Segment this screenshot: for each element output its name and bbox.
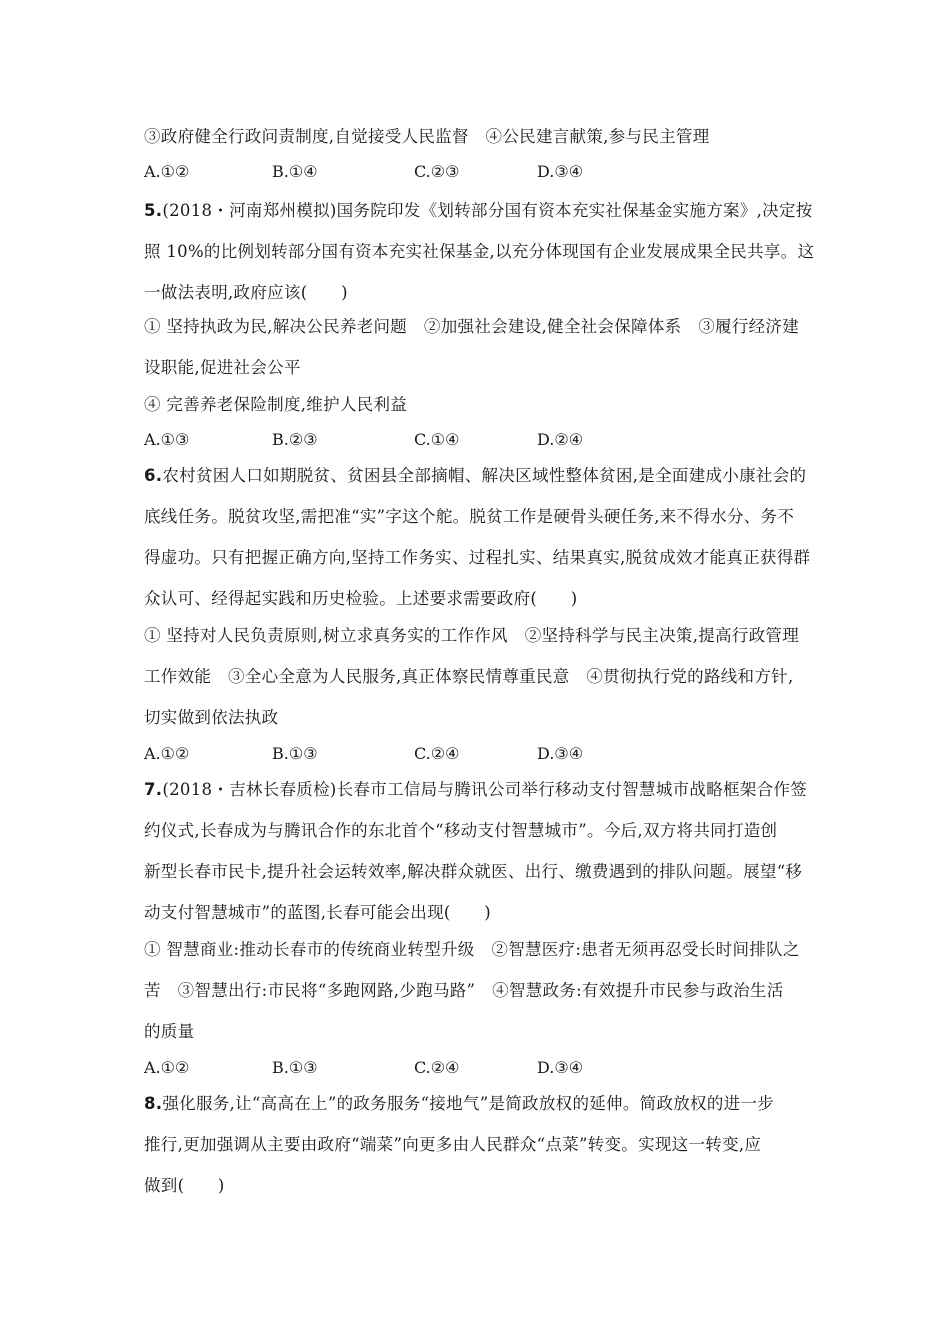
text-line: 工作效能 ③全心全意为人民服务,真正体察民情尊重民意 ④贯彻执行党的路线和方针, [144,667,794,686]
option-c: C.①④ [414,430,460,449]
option-d: D.③④ [537,744,584,763]
option-a: A.①② [144,162,190,181]
text-line: ① 智慧商业:推动长春市的传统商业转型升级 ②智慧医疗:患者无须再忍受长时间排队之 [144,940,800,959]
question-number: 6. [144,466,163,485]
answer-options [144,428,814,452]
text-line: 约仪式,长春成为与腾讯合作的东北首个“移动支付智慧城市”。今后,双方将共同打造创 [144,821,778,840]
answer-options [144,160,814,184]
text-line: (2018・河南郑州模拟)国务院印发《划转部分国有资本充实社保基金实施方案》,决定按 [162,201,813,220]
text-line: 切实做到依法执政 [144,708,279,727]
question-line [144,199,814,223]
text-line: 底线任务。脱贫攻坚,需把准“实”字这个舵。脱贫工作是硬骨头硬任务,来不得水分、务不 [144,507,795,526]
option-d: D.③④ [537,1058,584,1077]
text-line: 新型长春市民卡,提升社会运转效率,解决群众就医、出行、缴费遇到的排队问题。展望“移 [144,862,803,881]
text-line: 众认可、经得起实践和历史检验。上述要求需要政府( ) [144,589,578,608]
option-d: D.③④ [537,162,584,181]
text-line: 推行,更加强调从主要由政府“端菜”向更多由人民群众“点菜”转变。实现这一转变,应 [144,1135,762,1154]
option-b: B.②③ [272,430,318,449]
text-line: 一做法表明,政府应该( ) [144,283,348,302]
option-a: A.①③ [144,430,190,449]
text-line: ③政府健全行政问责制度,自觉接受人民监督 ④公民建言献策,参与民主管理 [144,127,710,146]
question-line [144,778,814,802]
option-c: C.②④ [414,744,460,763]
text-line: ① 坚持对人民负责原则,树立求真务实的工作作风 ②坚持科学与民主决策,提高行政管理 [144,626,800,645]
text-line: ① 坚持执政为民,解决公民养老问题 ②加强社会建设,健全社会保障体系 ③履行经济建 [144,317,800,336]
text-line: 设职能,促进社会公平 [144,358,301,377]
text-line: 农村贫困人口如期脱贫、贫困县全部摘帽、解决区域性整体贫困,是全面建成小康社会的 [162,466,807,485]
text-line: 做到( ) [144,1176,225,1195]
text-line: 动支付智慧城市”的蓝图,长春可能会出现( ) [144,903,491,922]
option-b: B.①③ [272,744,318,763]
text-line: 得虚功。只有把握正确方向,坚持工作务实、过程扎实、结果真实,脱贫成效才能真正获得群 [144,548,811,567]
answer-options [144,1056,814,1080]
option-a: A.①② [144,744,190,763]
question-line [144,1092,814,1116]
option-a: A.①② [144,1058,190,1077]
question-number: 5. [144,201,163,220]
text-line: ④ 完善养老保险制度,维护人民利益 [144,395,408,414]
text-line: 苦 ③智慧出行:市民将“多跑网路,少跑马路” ④智慧政务:有效提升市民参与政治生活 [144,981,784,1000]
option-c: C.②③ [414,162,460,181]
text-line: (2018・吉林长春质检)长春市工信局与腾讯公司举行移动支付智慧城市战略框架合作签 [162,780,808,799]
question-number: 8. [144,1094,163,1113]
text-line: 强化服务,让“高高在上”的政务服务“接地气”是简政放权的延伸。简政放权的进一步 [162,1094,775,1113]
text-line: 的质量 [144,1022,195,1041]
text-line: 照 10%的比例划转部分国有资本充实社保基金,以充分体现国有企业发展成果全民共享。这 [144,242,815,261]
option-b: B.①④ [272,162,318,181]
question-line [144,464,814,488]
answer-options [144,742,814,766]
question-number: 7. [144,780,163,799]
option-d: D.②④ [537,430,584,449]
option-b: B.①③ [272,1058,318,1077]
option-c: C.②④ [414,1058,460,1077]
